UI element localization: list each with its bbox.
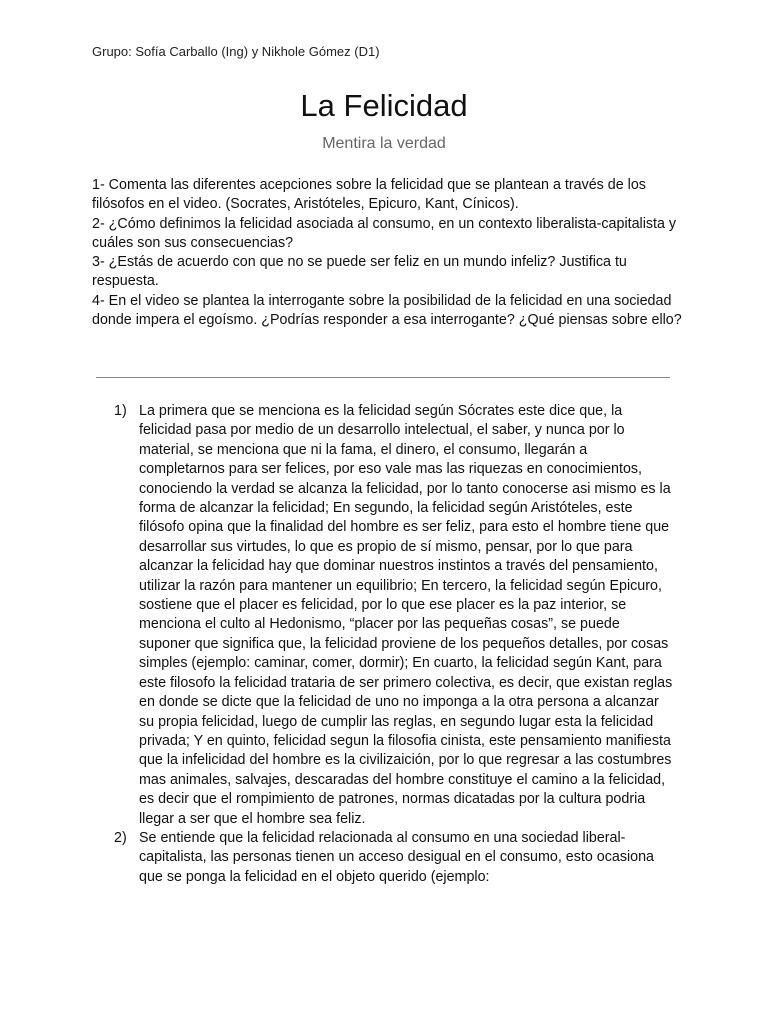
document-title: La Felicidad — [300, 88, 468, 123]
question-4: 4- En el video se plantea la interrogante sobre la posibilidad de la felicidad en una sociedad donde impera el egoísmo. ¿Podrías responder a esa interrogante? ¿Qué piensas sobre ello? — [92, 292, 682, 329]
answer-item-1 — [114, 402, 674, 829]
answer-number-2: 2) — [114, 829, 127, 846]
answer-item-2 — [114, 829, 674, 887]
document-subtitle: Mentira la verdad — [322, 135, 446, 152]
question-2: 2- ¿Cómo definimos la felicidad asociada al consumo, en un contexto liberalista-capitalista y cuáles son sus consecuencias? — [92, 215, 677, 251]
questions-block — [92, 176, 682, 330]
answer-text-1: La primera que se menciona es la felicidad según Sócrates este dice que, la felicidad pasa por medio de un desarrollo intelectual, el saber, y nunca por lo material, se menciona que ni la fama, el dinero, el consumo, llegarán a completarnos para ser felices, por eso vale mas las riquezas en conocimientos, conociendo la verdad se alcanza la felicidad, por lo tanto conocerse asi mismo es la forma de alcanzar la felicidad; En segundo, la felicidad según Aristóteles, este filósofo opina que la finalidad del hombre es ser feliz, para esto el hombre tiene que desarrollar sus virtudes, lo que es propio de sí mismo, pensar, por lo que para alcanzar la felicidad hay que dominar nuestros instintos a través del pensamiento, utilizar la razón para mantener un equilibrio; En tercero, la felicidad según Epicuro, sostiene que el placer es felicidad, por lo que ese placer es la paz interior, se menciona el culto al Hedonismo, “placer por las pequeñas cosas”, se puede suponer que significa que, la felicidad proviene de los pequeños detalles, por cosas simples (ejemplo: caminar, comer, dormir); En cuarto, la felicidad según Kant, para este filosofo la felicidad trataria de ser primero colectiva, es decir, que existan reglas en donde se dicte que la felicidad de uno no imponga a la otra persona a alcanzar su propia felicidad, luego de cumplir las reglas, en segundo lugar esta la felicidad privada; Y en quinto, felicidad segun la filosofia cinista, este pensamiento manifiesta que la infelicidad del hombre es la civilizaición, por lo que regresar a las costumbres mas animales, salvajes, descaradas del hombre constituye el camino a la felicidad, es decir que el rompimiento de patrones, normas dicatadas por la cultura podria llegar a ser que el hombre sea feliz. — [139, 403, 673, 827]
horizontal-divider — [96, 377, 670, 378]
question-1: 1- Comenta las diferentes acepciones sobre la felicidad que se plantean a través de los filósofos en el video. (Socrates, Aristóteles, Epicuro, Kant, Cínicos). — [92, 177, 646, 213]
answer-number-1: 1) — [114, 403, 127, 419]
answers-list — [114, 402, 674, 887]
group-members-line: Grupo: Sofía Carballo (Ing) y Nikhole Gómez (D1) — [92, 44, 380, 59]
question-3: 3- ¿Estás de acuerdo con que no se puede ser feliz en un mundo infeliz? Justifica tu respuesta. — [92, 254, 627, 290]
answer-text-2: Se entiende que la felicidad relacionada al consumo en una sociedad liberal-capitalista, las personas tienen un acceso desigual en el consumo, esto ocasiona que se ponga la felicidad en el objeto querido (ejemplo: — [139, 829, 655, 885]
